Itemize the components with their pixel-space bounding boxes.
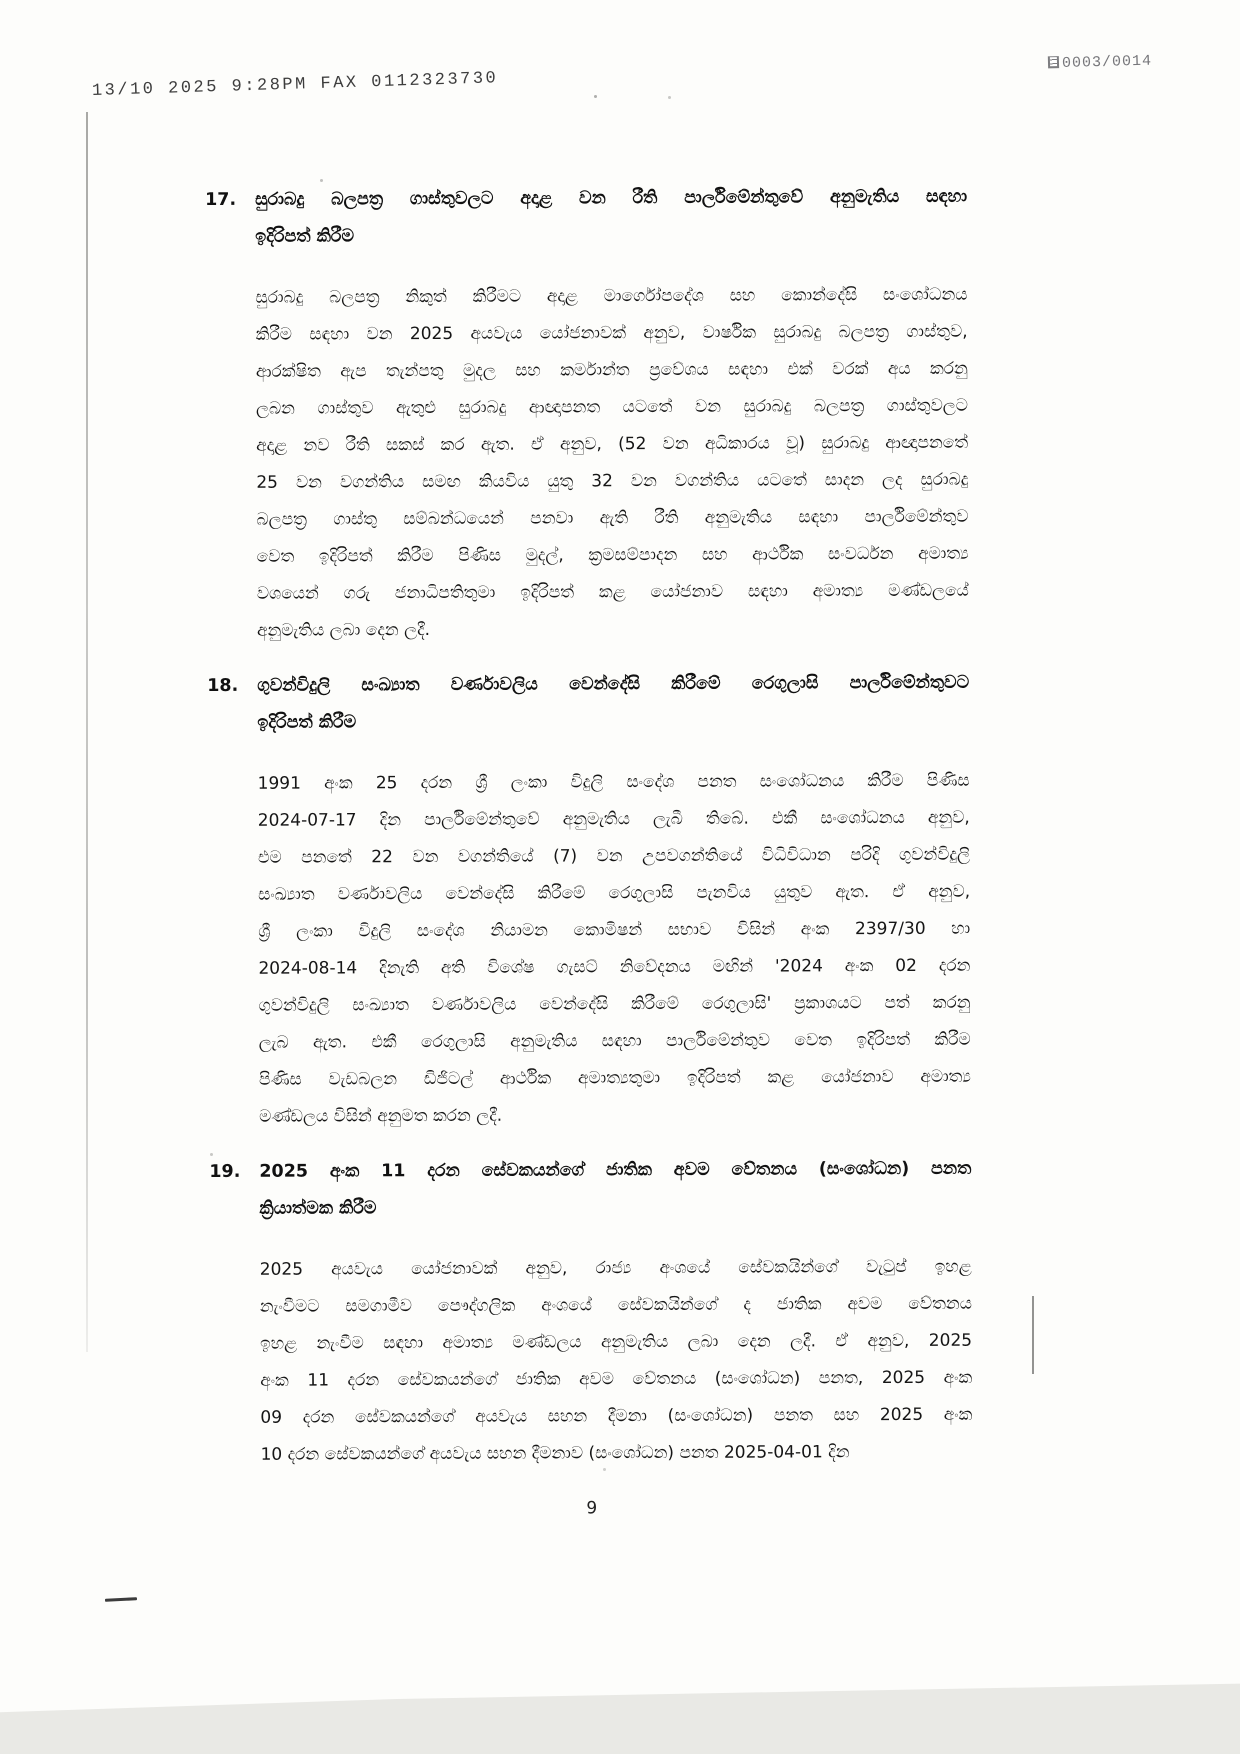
text-line: ඉදිරිපත් කිරීම xyxy=(257,712,357,733)
text-line: එම පනතේ 22 වන වගන්තියේ (7) වන උපවගන්තියේ විධිවිධාන පරිදි ගුවන්විදුලි xyxy=(257,844,970,868)
section-18-heading xyxy=(257,665,969,742)
section-17-heading xyxy=(255,179,967,256)
text-line: සුරාබදු බලපත්‍ර නිකුත් කිරීමට අදාළ මාර්ගෝපදේශ සහ කොන්දේසි සංශෝධනය xyxy=(255,284,968,308)
right-margin-scan-tick xyxy=(1032,1296,1034,1374)
section-19-body xyxy=(260,1249,973,1474)
scan-bottom-edge xyxy=(0,1644,1240,1754)
text-line: බලපත්‍ර ගාස්තු සම්බන්ධයෙන් පනවා ඇති රීති අනුමැතිය සඳහා පාර්ලිමේන්තුව xyxy=(256,506,969,530)
section-18 xyxy=(207,665,971,1136)
text-line: ගුවන්විදුලි සංඛ්‍යාත වර්ණාවලිය වෙන්දේසි කිරීමේ රෙගුලාසි පාර්ලිමේන්තුවට xyxy=(257,672,970,696)
section-19-heading xyxy=(259,1151,971,1228)
text-line: පිණිස වැඩබලන ඩිජිටල් ආර්ථික අමාත්‍යතුමා ඉදිරිපත් කළ යෝජනාව අමාත්‍ය xyxy=(258,1066,971,1090)
left-margin-scan-line xyxy=(86,112,88,1352)
scan-noise-specks xyxy=(594,95,597,98)
fax-page-counter-text: 0003/0014 xyxy=(1061,52,1153,72)
fax-page-icon xyxy=(1048,56,1059,68)
fax-page-counter xyxy=(1048,53,1152,73)
text-line: ක්‍රියාත්මක කිරීම xyxy=(259,1198,377,1219)
text-line: සංඛ්‍යාත වර්ණාවලිය වෙන්දේසි කිරීමේ රෙගුලාසි පැනවිය යුතුව ඇත. ඒ අනුව, xyxy=(258,881,971,905)
text-line: 1991 අංක 25 දරන ශ්‍රී ලංකා විදුලි සංදේශ පනත සංශෝධනය කිරීම පිණිස xyxy=(257,770,970,794)
text-line: නැංවීමට සමගාමීව පෞද්ගලික අංශයේ සේවකයින්ගේ ද ජාතික අවම වේතනය xyxy=(259,1293,972,1317)
text-line: 10 දරන සේවකයන්ගේ අයවැය සහන දීමනාව (සංශෝධන) පනත 2025-04-01 දින xyxy=(260,1442,850,1465)
section-17-number: 17. xyxy=(205,189,237,210)
section-18-heading-row xyxy=(207,665,969,742)
text-line: ඉදිරිපත් කිරීම xyxy=(255,226,355,247)
document-content xyxy=(205,179,973,1529)
section-19-heading-row xyxy=(209,1151,971,1228)
section-18-body xyxy=(258,763,972,1136)
section-17-heading-row xyxy=(205,179,967,256)
section-19-number: 19. xyxy=(209,1161,241,1182)
text-line: කිරීම සඳහා වන 2025 අයවැය යෝජනාවක් අනුව, වාර්ෂික සුරාබදු බලපත්‍ර ගාස්තුව, xyxy=(255,321,968,345)
text-line: 2024-07-17 දින පාර්ලිමේන්තුවේ අනුමැතිය ලැබී තිබේ. එකී සංශෝධනය අනුව, xyxy=(257,807,970,831)
text-line: ශ්‍රී ලංකා විදුලි සංදේශ නියාමන කොමිෂන් සභාව විසින් අංක 2397/30 හා xyxy=(258,918,971,942)
fax-header-timestamp: 13/10 2025 9:28PM FAX 0112323730 xyxy=(91,69,499,101)
bottom-left-dash-mark xyxy=(105,1597,137,1602)
section-19 xyxy=(209,1151,972,1474)
text-line: 2025 අංක 11 දරන සේවකයන්ගේ ජාතික අවම වේතනය (සංශෝධන) පනත xyxy=(259,1158,972,1182)
text-line: 25 වන වගන්තිය සමඟ කියවිය යුතු 32 වන වගන්තිය යටතේ සාදන ලද සුරාබදු xyxy=(256,469,969,493)
text-line: මණ්ඩලය විසින් අනුමත කරන ලදී. xyxy=(259,1105,503,1127)
text-line: සුරාබදු බලපත්‍ර ගාස්තුවලට අදාළ වන රීති පාර්ලිමේන්තුවේ අනුමැතිය සඳහා xyxy=(255,186,968,210)
text-line: 09 දරන සේවකයන්ගේ අයවැය සහන දීමනා (සංශෝධන) පනත සහ 2025 අංක xyxy=(260,1404,973,1428)
text-line: 2025 අයවැය යෝජනාවක් අනුව, රාජ්‍ය අංශයේ සේවකයින්ගේ වැටුප් ඉහළ xyxy=(259,1256,972,1280)
text-line: වශයෙන් ගරු ජනාධිපතිතුමා ඉදිරිපත් කළ යෝජනාව සඳහා අමාත්‍ය මණ්ඩලයේ xyxy=(256,580,969,604)
page-number: 9 xyxy=(586,1498,598,1519)
text-line: ලැබ ඇත. එකී රෙගුලාසි අනුමැතිය සඳහා පාර්ලිමේන්තුව වෙත ඉදිරිපත් කිරීම xyxy=(258,1029,971,1053)
text-line: ලබන ගාස්තුව ඇතුළු සුරාබදු ආඥාපනත යටතේ වන සුරාබදු බලපත්‍ර ගාස්තුවලට xyxy=(255,395,969,419)
text-line: අංක 11 දරන සේවකයන්ගේ ජාතික අවම වේතනය (සංශෝධන) පනත, 2025 අංක xyxy=(260,1367,973,1391)
text-line: ආරක්ෂිත ඇප තැන්පතු මුදල සහ කර්මාන්ත ප්‍රවේශය සඳහා එක් වරක් අය කරනු xyxy=(255,358,968,382)
text-line: අදාළ නව රීති සකස් කර ඇත. ඒ අනුව, (52 වන අධිකාරය වූ) සුරාබදු ආඥාපනතේ xyxy=(256,432,969,456)
section-17 xyxy=(205,179,969,650)
text-line: 2024-08-14 දිනැති අති විශේෂ ගැසට් නිවේදනය මඟින් '2024 අංක 02 දරන xyxy=(258,955,971,979)
text-line: ඉහළ නැංවීම සඳහා අමාත්‍ය මණ්ඩලය අනුමැතිය ලබා දෙන ලදී. ඒ අනුව, 2025 xyxy=(260,1330,973,1354)
section-18-number: 18. xyxy=(207,675,239,696)
section-17-body xyxy=(255,277,969,650)
text-line: අනුමැතිය ලබා දෙන ලදී. xyxy=(256,620,431,641)
text-line: වෙත ඉදිරිපත් කිරීම පිණිස මුදල්, ක්‍රමසම්පාදන සහ ආර්ථික සංවර්ධන අමාත්‍ය xyxy=(256,543,969,567)
text-line: ගුවන්විදුලි සංඛ්‍යාත වර්ණාවලිය වෙන්දේසි කිරීමේ රෙගුලාසි' ප්‍රකාශයට පත් කරනු xyxy=(258,992,971,1016)
